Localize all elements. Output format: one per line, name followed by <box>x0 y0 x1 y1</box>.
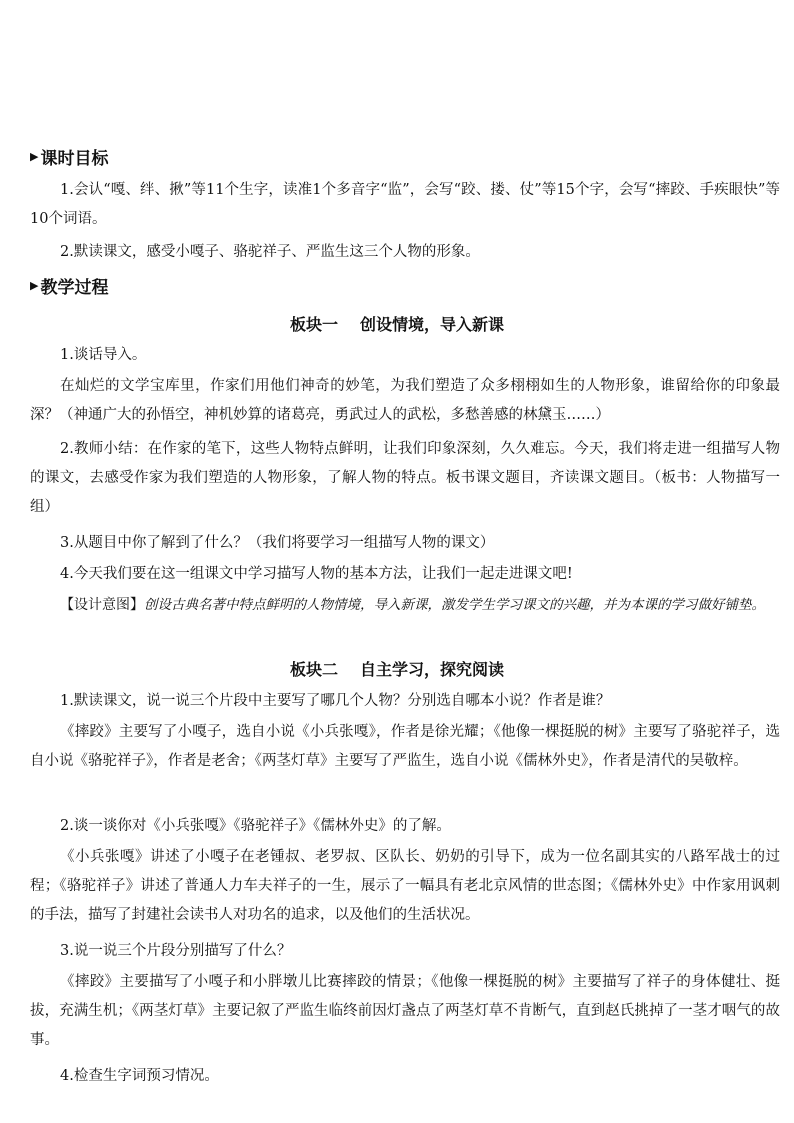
block-label: 板块一 <box>289 315 338 334</box>
block-label: 板块二 <box>289 660 338 679</box>
paragraph: 1.谈话导入。 <box>60 347 147 363</box>
objective-item: 2.默读课文，感受小嘎子、骆驼祥子、严监生这三个人物的形象。 <box>60 244 480 260</box>
heading-text: 课时目标 <box>40 149 109 169</box>
section-heading-process <box>30 273 108 298</box>
design-intent-text: 创设古典名著中特点鲜明的人物情境，导入新课，激发学生学习课文的兴趣，并为本课的学习做好铺垫。 <box>144 597 765 613</box>
block-subtitle: 创设情境，导入新课 <box>360 315 505 334</box>
paragraph: 4.检查生字词预习情况。 <box>60 1068 219 1084</box>
paragraph: 2.教师小结：在作家的笔下，这些人物特点鲜明，让我们印象深刻，久久难忘。今天，我们将走进一组描写人物的课文，去感受作家为我们塑造的人物形象，了解人物的特点。板书课文题目，齐读课文题目。（板书：人物描写一组） <box>30 441 780 515</box>
paragraph: 3.从题目中你了解到了什么？（我们将要学习一组描写人物的课文） <box>60 535 495 551</box>
paragraph: 《摔跤》主要描写了小嘎子和小胖墩儿比赛摔跤的情景；《他像一棵挺脱的树》主要描写了祥子的身体健壮、挺拔，充满生机；《两茎灯草》主要记叙了严监生临终前因灯盏点了两茎灯草不肯断气，直到赵氏挑掉了一茎才咽气的故事。 <box>30 974 780 1048</box>
paragraph: 《摔跤》主要写了小嘎子，选自小说《小兵张嘎》，作者是徐光耀；《他像一棵挺脱的树》主要写了骆驼祥子，选自小说《骆驼祥子》，作者是老舍；《两茎灯草》主要写了严监生，选自小说《儒林外史》，作者是清代的吴敬梓。 <box>30 724 780 769</box>
block-title-1 <box>0 312 794 335</box>
section-heading-objectives <box>30 144 108 169</box>
objective-item: 1.会认“嘎、绊、揪”等11个生字，读准1个多音字“监”，会写“跤、搂、仗”等15个字，会写“摔跤、手疾眼快”等10个词语。 <box>30 182 780 227</box>
block-title-2 <box>0 657 794 680</box>
paragraph: 在灿烂的文学宝库里，作家们用他们神奇的妙笔，为我们塑造了众多栩栩如生的人物形象，谁留给你的印象最深？（神通广大的孙悟空，神机妙算的诸葛亮，勇武过人的武松，多愁善感的林黛玉……） <box>30 378 780 423</box>
design-intent <box>30 591 780 620</box>
triangle-bullet-icon: ▶ <box>30 150 39 163</box>
paragraph: 4.今天我们要在这一组课文中学习描写人物的基本方法，让我们一起走进课文吧! <box>60 566 573 582</box>
paragraph: 《小兵张嘎》讲述了小嘎子在老锺叔、老罗叔、区队长、奶奶的引导下，成为一位名副其实的八路军战士的过程；《骆驼祥子》讲述了普通人力车夫祥子的一生，展示了一幅具有老北京风情的世态图；《儒林外史》中作家用讽刺的手法，描写了封建社会读书人对功名的追求，以及他们的生活状况。 <box>30 849 780 923</box>
triangle-bullet-icon: ▶ <box>30 279 39 292</box>
paragraph: 1.默读课文，说一说三个片段中主要写了哪几个人物？分别选自哪本小说？作者是谁？ <box>60 693 611 709</box>
paragraph: 3.说一说三个片段分别描写了什么？ <box>60 943 292 959</box>
paragraph: 2.谈一谈你对《小兵张嘎》《骆驼祥子》《儒林外史》的了解。 <box>60 818 451 834</box>
design-intent-tag: 【设计意图】 <box>60 597 144 613</box>
block-subtitle: 自主学习，探究阅读 <box>360 660 505 679</box>
heading-text: 教学过程 <box>40 278 109 298</box>
